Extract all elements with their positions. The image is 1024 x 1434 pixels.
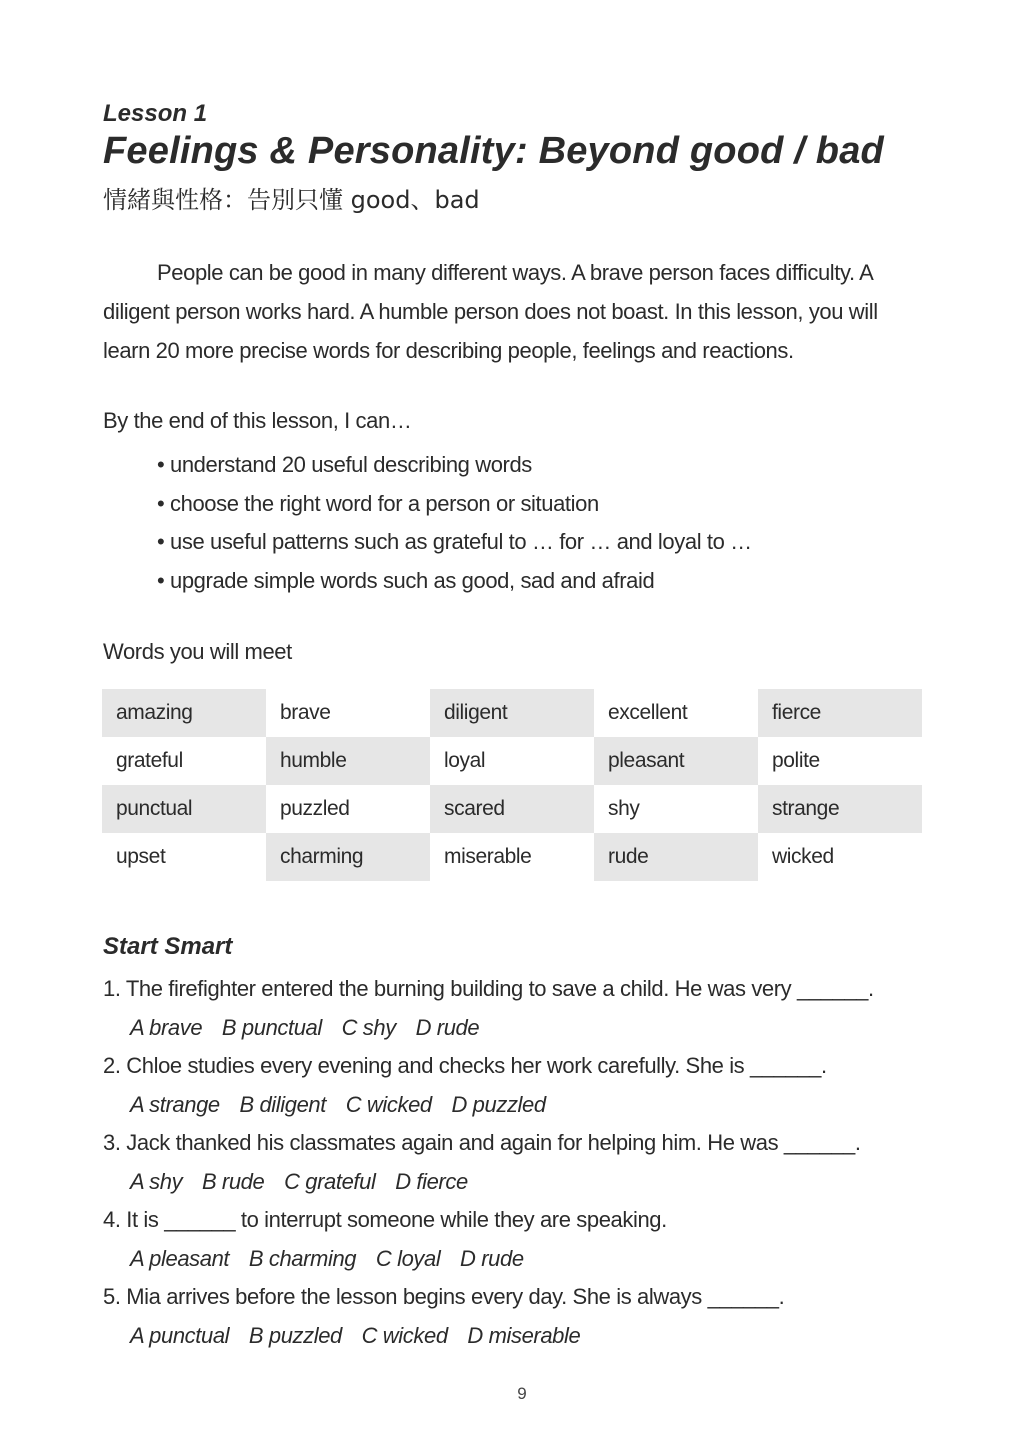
question-text: 5. Mia arrives before the lesson begins every day. She is always ______. [103, 1284, 785, 1309]
words-heading: Words you will meet [103, 639, 292, 664]
word-cell: fierce [758, 689, 922, 737]
question-options [103, 1086, 923, 1125]
word-cell: rude [594, 833, 758, 881]
word-cell: grateful [116, 749, 183, 772]
word-cell: punctual [102, 785, 266, 833]
option-b: B charming [248, 1245, 357, 1271]
goal-item: • use useful patterns such as grateful to … for … and loyal to … [157, 529, 752, 554]
option-d: D miserable [467, 1322, 581, 1348]
question-item [103, 1047, 923, 1124]
intro-paragraph: People can be good in many different ways. A brave person faces difficulty. A diligent person works hard. A humble person does not boast. In this lesson, you will learn 20 more precise words for describing people, feelings and reactions. [103, 260, 878, 363]
option-c: C wicked [345, 1091, 432, 1117]
option-c: C shy [341, 1014, 396, 1040]
word-cell: wicked [772, 845, 834, 868]
question-item [103, 1278, 923, 1355]
goals-heading: By the end of this lesson, I can… [103, 408, 412, 433]
goal-item: • understand 20 useful describing words [157, 452, 532, 477]
word-cell: scared [430, 785, 594, 833]
question-options [103, 1163, 923, 1202]
word-cell: brave [280, 701, 331, 724]
word-row [102, 833, 922, 881]
goals-list [157, 446, 752, 600]
word-cell: diligent [430, 689, 594, 737]
question-item [103, 1201, 923, 1278]
question-text: 1. The firefighter entered the burning building to save a child. He was very ______. [103, 976, 874, 1001]
word-cell: shy [608, 797, 640, 820]
word-cell: upset [116, 845, 166, 868]
option-b: B diligent [239, 1091, 326, 1117]
option-b: B rude [201, 1168, 265, 1194]
word-cell: excellent [608, 701, 688, 724]
page-number: 9 [517, 1384, 527, 1403]
goal-item: • choose the right word for a person or situation [157, 490, 599, 516]
option-a: A shy [130, 1168, 183, 1194]
option-a: A pleasant [130, 1245, 230, 1271]
option-d: D puzzled [451, 1091, 546, 1117]
question-options [103, 1317, 923, 1356]
question-text: 2. Chloe studies every evening and checks her work carefully. She is ______. [103, 1053, 827, 1078]
word-cell: puzzled [280, 797, 350, 820]
word-cell: pleasant [594, 737, 758, 785]
goal-item: • upgrade simple words such as good, sad and afraid [157, 567, 655, 593]
question-item [103, 970, 923, 1047]
option-b: B punctual [221, 1014, 322, 1040]
option-d: D rude [415, 1014, 480, 1040]
question-text: 4. It is ______ to interrupt someone while they are speaking. [103, 1207, 667, 1232]
question-text: 3. Jack thanked his classmates again and again for helping him. He was ______. [103, 1130, 861, 1155]
option-c: C wicked [361, 1322, 448, 1348]
option-d: D fierce [395, 1168, 468, 1194]
word-cell: amazing [102, 689, 266, 737]
option-d: D rude [460, 1245, 524, 1271]
word-cell: polite [772, 749, 820, 772]
option-b: B puzzled [248, 1322, 342, 1348]
word-cell: humble [266, 737, 430, 785]
option-c: C loyal [375, 1245, 441, 1271]
question-item [103, 1124, 923, 1201]
option-a: A punctual [130, 1322, 230, 1348]
word-cell: charming [266, 833, 430, 881]
option-c: C grateful [284, 1168, 376, 1194]
option-a: A strange [130, 1091, 220, 1117]
lesson-title: Feelings & Personality: Beyond good / bad [103, 130, 884, 172]
word-cell: miserable [444, 845, 532, 868]
lesson-label: Lesson 1 [103, 100, 208, 127]
question-list [103, 970, 923, 1355]
option-a: A brave [130, 1014, 203, 1040]
question-options [103, 1009, 923, 1048]
word-row [102, 737, 922, 785]
word-row [102, 785, 922, 833]
lesson-subtitle: 情緒與性格：告別只懂 good、bad [103, 186, 480, 214]
word-row [102, 689, 922, 737]
start-smart-title: Start Smart [103, 933, 233, 960]
word-cell: strange [758, 785, 922, 833]
word-table [102, 689, 922, 881]
question-options [103, 1240, 923, 1279]
word-cell: loyal [444, 749, 486, 772]
